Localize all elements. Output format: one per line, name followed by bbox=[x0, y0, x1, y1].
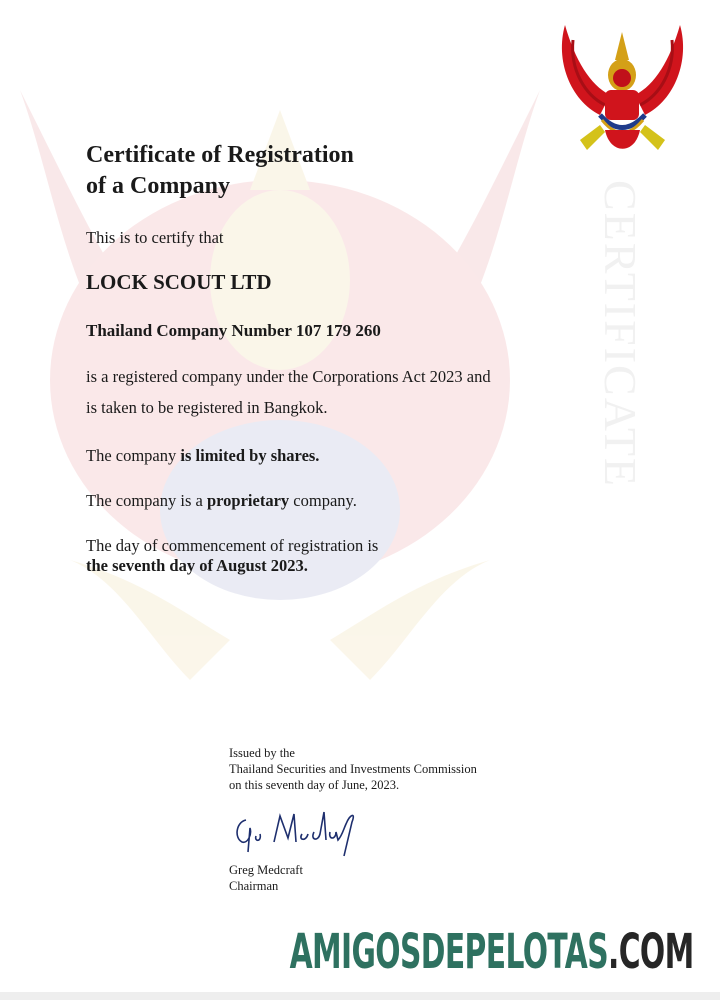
issued-by-line: Issued by the bbox=[229, 746, 295, 760]
issue-date: on this seventh day of June, 2023. bbox=[229, 778, 400, 792]
certificate-vertical-watermark: CERTIFICATE bbox=[595, 180, 646, 489]
company-type-statement bbox=[86, 491, 357, 511]
commencement-date: the seventh day of August 2023. bbox=[86, 556, 308, 575]
site-name: AMIGOSDEPELOTAS bbox=[290, 924, 609, 980]
limited-bold: is limited by shares. bbox=[180, 446, 320, 465]
limited-prefix: The company bbox=[86, 446, 181, 465]
company-name: LOCK SCOUT LTD bbox=[86, 270, 272, 294]
issuer-block bbox=[229, 745, 477, 793]
garuda-emblem-icon bbox=[555, 20, 690, 160]
signer-title: Chairman bbox=[229, 879, 279, 893]
title-line-2: of a Company bbox=[86, 173, 231, 199]
site-tld: .COM bbox=[608, 924, 694, 980]
intro-text: This is to certify that bbox=[86, 228, 224, 247]
signature-icon bbox=[232, 808, 362, 858]
commencement-line: The day of commencement of registration is bbox=[86, 536, 379, 555]
company-number: Thailand Company Number 107 179 260 bbox=[86, 321, 381, 340]
type-prefix: The company is a bbox=[86, 491, 207, 510]
type-suffix: company. bbox=[289, 491, 357, 510]
signer-name: Greg Medcraft bbox=[229, 863, 303, 877]
issuer-name: Thailand Securities and Investments Commission bbox=[229, 762, 477, 776]
title-line-1: Certificate of Registration bbox=[86, 142, 354, 168]
registered-line-1: is a registered company under the Corporations Act 2023 and bbox=[86, 367, 491, 386]
certificate-body bbox=[86, 140, 586, 575]
limited-statement bbox=[86, 446, 319, 466]
registered-line-2: is taken to be registered in Bangkok. bbox=[86, 398, 328, 417]
signer-block bbox=[229, 862, 303, 894]
bottom-bar bbox=[0, 992, 720, 1000]
type-bold: proprietary bbox=[206, 491, 290, 510]
certificate-title bbox=[86, 140, 586, 202]
site-watermark-logo bbox=[290, 922, 694, 982]
